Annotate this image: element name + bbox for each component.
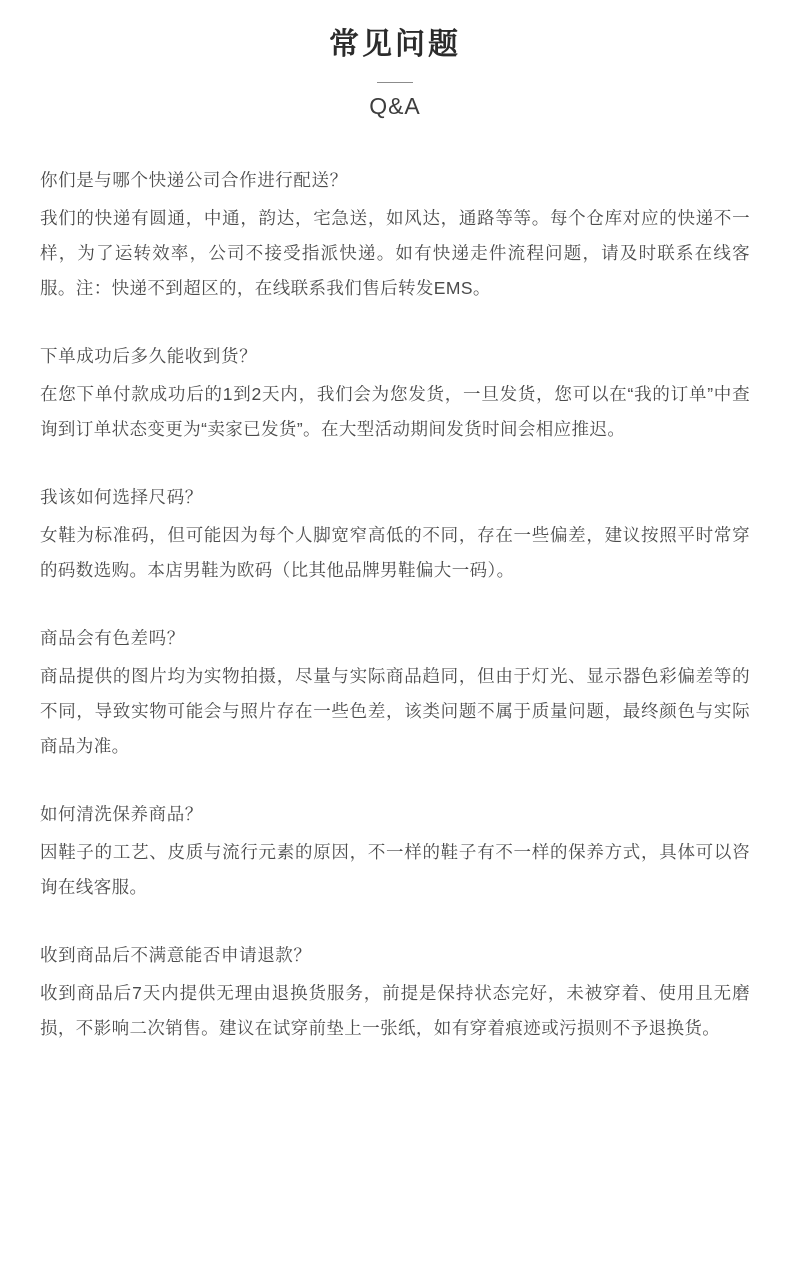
faq-question: 如何清洗保养商品？: [40, 804, 203, 824]
faq-item: [40, 941, 750, 1046]
faq-answer: 我们的快递有圆通，中通，韵达，宅急送，如风达，通路等等。每个仓库对应的快递不一样，为了运转效率，公司不接受指派快递。如有快递走件流程问题，请及时联系在线客服。注：快递不到超区的，在线联系我们售后转发EMS。: [40, 208, 750, 298]
faq-question: 你们是与哪个快递公司合作进行配送？: [40, 170, 348, 190]
faq-question: 收到商品后不满意能否申请退款？: [40, 945, 312, 965]
page-title: 常见问题: [329, 28, 461, 61]
faq-question: 商品会有色差吗？: [40, 628, 185, 648]
faq-question: 下单成功后多久能收到货？: [40, 346, 258, 366]
faq-answer: 商品提供的图片均为实物拍摄，尽量与实际商品趋同，但由于灯光、显示器色彩偏差等的不同，导致实物可能会与照片存在一些色差，该类问题不属于质量问题，最终颜色与实际商品为准。: [40, 666, 750, 756]
faq-answer: 在您下单付款成功后的1到2天内，我们会为您发货，一旦发货，您可以在“我的订单”中查询到订单状态变更为“卖家已发货”。在大型活动期间发货时间会相应推迟。: [40, 384, 750, 439]
faq-item: [40, 483, 750, 588]
faq-answer: 收到商品后7天内提供无理由退换货服务，前提是保持状态完好，未被穿着、使用且无磨损，不影响二次销售。建议在试穿前垫上一张纸，如有穿着痕迹或污损则不予退换货。: [40, 983, 750, 1038]
faq-answer: 因鞋子的工艺、皮质与流行元素的原因，不一样的鞋子有不一样的保养方式，具体可以咨询在线客服。: [40, 842, 750, 897]
page-header: [40, 18, 750, 120]
faq-item: [40, 800, 750, 905]
faq-question: 我该如何选择尺码？: [40, 487, 203, 507]
faq-item: [40, 624, 750, 764]
page-subtitle: Q&A: [369, 93, 421, 119]
faq-list: [40, 166, 750, 1046]
faq-item: [40, 166, 750, 306]
title-divider: [377, 82, 413, 83]
faq-item: [40, 342, 750, 447]
faq-answer: 女鞋为标准码，但可能因为每个人脚宽窄高低的不同，存在一些偏差，建议按照平时常穿的码数选购。本店男鞋为欧码（比其他品牌男鞋偏大一码）。: [40, 525, 750, 580]
